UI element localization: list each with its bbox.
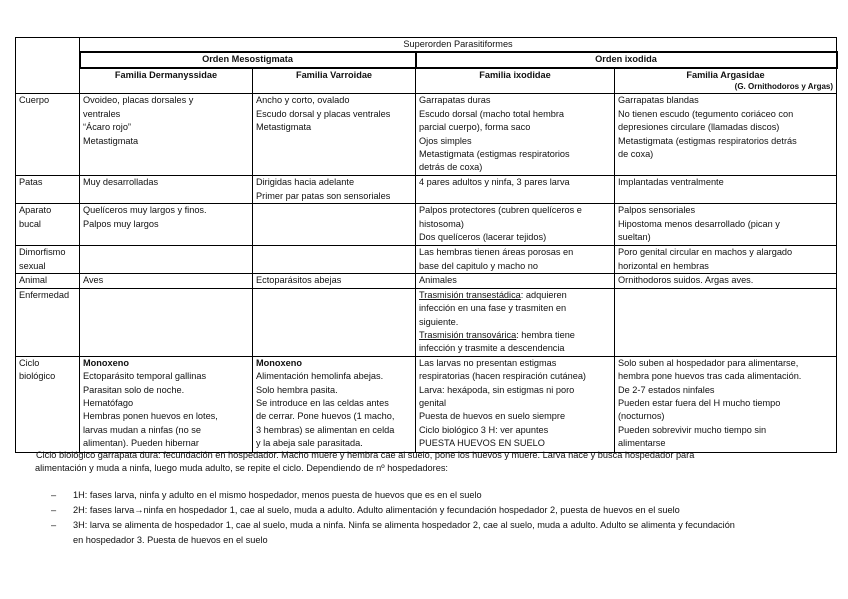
cell-line: hembra pone huevos tras cada alimentación. — [618, 371, 802, 382]
cell-line: Ancho y corto, ovalado — [256, 95, 350, 106]
cell — [615, 94, 837, 176]
row-label-line: Ciclo — [19, 357, 40, 368]
cell: Aves — [80, 274, 253, 288]
cell-line: Garrapatas duras — [419, 95, 491, 106]
cell-line: 4 pares adultos y ninfa, 3 pares larva — [419, 177, 570, 188]
cell-line: No tienen escudo (tegumento coriáceo con — [618, 108, 794, 119]
cell — [416, 176, 615, 204]
row-label-line: Dimorfismo — [19, 247, 66, 258]
cell-line: Escudo dorsal y placas ventrales — [256, 108, 391, 119]
cell-line: de cerrar. Pone huevos (1 macho, — [256, 411, 395, 422]
cell-line: Metastigmata — [256, 122, 312, 133]
cell-line: genital — [419, 397, 447, 408]
family-ixodidae-header: Familia ixodidae — [416, 68, 615, 94]
cell-line: Pueden estar fuera del H mucho tiempo — [618, 397, 781, 408]
cell-line: 3 hembras) se alimentan en celda — [256, 424, 395, 435]
cell-line: Hembras ponen huevos en lotes, — [83, 411, 218, 422]
cell-line: Dos quelíceros (lacerar tejidos) — [419, 232, 547, 243]
table-row — [16, 204, 837, 246]
list-item-text: 2H: fases larva→ninfa en hospedador 1, cae al suelo, muda a adulto. Adulto alimentación y fecundación hospedador 2, puesta de huevos en el suelo — [73, 505, 680, 515]
cell-line: alimentan). Pueden hibernar — [83, 438, 199, 449]
family-argasidae-name: Familia Argasidae — [686, 69, 765, 80]
cell-line: Metastigmata (estigmas respiratorios detrás — [618, 135, 797, 146]
cell-line: detrás de coxa) — [419, 162, 483, 173]
table-row — [16, 288, 837, 356]
row-label-line: biológico — [19, 371, 56, 382]
family-varroidae-header: Familia Varroidae — [253, 68, 416, 94]
cell-line: de coxa) — [618, 148, 654, 159]
notes-paragraph-line: alimentación y muda a ninfa, luego muda adulto, se repite el ciclo. Dependiendo de nº hospedadores: — [35, 463, 448, 473]
cell-line: parcial cuerpo), forma saco — [419, 122, 531, 133]
cell — [615, 288, 837, 356]
cell-line: ventrales — [83, 108, 121, 119]
cell — [253, 246, 416, 274]
cell-line: Dirigidas hacia adelante — [256, 177, 355, 188]
cell-line: Hipostoma menos desarrollado (pican y — [618, 218, 780, 229]
cell-line — [419, 329, 611, 342]
cell — [416, 94, 615, 176]
cell-title: Monoxeno — [256, 357, 302, 368]
family-argasidae-header — [615, 68, 837, 94]
cell-line: histosoma) — [419, 218, 464, 229]
cell-line: sueltan) — [618, 232, 651, 243]
dash-bullet: – — [51, 520, 57, 530]
row-label-patas: Patas — [16, 176, 80, 204]
table-row — [16, 94, 837, 176]
cell — [80, 94, 253, 176]
dash-bullet: – — [51, 490, 57, 500]
cell-line: Ovoideo, placas dorsales y — [83, 95, 194, 106]
cell — [416, 246, 615, 274]
cell — [80, 176, 253, 204]
list-item — [51, 488, 831, 504]
cell-line: Larva: hexápoda, sin estigmas ni poro — [419, 384, 575, 395]
dash-bullet: – — [51, 505, 57, 515]
cell-line: depresiones circulare (llamadas discos) — [618, 122, 780, 133]
cell-line: Palpos muy largos — [83, 218, 159, 229]
cell-line: Ojos simples — [419, 135, 472, 146]
cell-line: Pueden sobrevivir mucho tiempo sin — [618, 424, 767, 435]
cell-line: respiratorias (hacen respiración cutánea) — [419, 371, 586, 382]
cell-line: infección y trasmite a descendencia — [419, 343, 565, 354]
cell-line: Poro genital circular en machos y alargado — [618, 247, 793, 258]
row-label-dimorfismo — [16, 246, 80, 274]
cell — [80, 356, 253, 452]
transovarica-term: Trasmisión transovárica — [419, 329, 517, 340]
cell-line: Ectoparásito temporal gallinas — [83, 371, 207, 382]
cell — [253, 204, 416, 246]
cell-line: PUESTA HUEVOS EN SUELO — [419, 438, 545, 449]
cell-text: : adquieren — [520, 289, 567, 300]
cell-text: : hembra tiene — [516, 329, 575, 340]
transestadica-term: Trasmisión transestádica — [419, 289, 521, 300]
cell — [253, 356, 416, 452]
row-label-enfermedad: Enfermedad — [16, 288, 80, 356]
cell-line: Implantadas ventralmente — [618, 177, 724, 188]
list-item-line: 3H: larva se alimenta de hospedador 1, cae al suelo, muda a ninfa. Ninfa se alimenta hospedador 2, cae al suelo, muda a adulto. Adulto se alimenta y fecundación — [73, 520, 735, 530]
cell-line: larvas mudan a ninfas (no se — [83, 424, 201, 435]
row-label-line: Aparato — [19, 205, 52, 216]
row-label-cuerpo: Cuerpo — [16, 94, 80, 176]
cell-line: siguiente. — [419, 316, 459, 327]
cell-line: Puesta de huevos en suelo siempre — [419, 411, 566, 422]
family-dermanyssidae-header: Familia Dermanyssidae — [80, 68, 253, 94]
cell-line: Primer par patas son sensoriales — [256, 190, 391, 201]
cell-line: Ciclo biológico 3 H: ver apuntes — [419, 424, 549, 435]
table-row — [16, 356, 837, 452]
row-label-line: sexual — [19, 260, 46, 271]
cell-line: Garrapatas blandas — [618, 95, 699, 106]
list-item-text: 1H: fases larva, ninfa y adulto en el mismo hospedador, menos puesta de huevos que es en el suelo — [73, 490, 482, 500]
table-row — [16, 274, 837, 288]
cell — [615, 204, 837, 246]
cell: Animales — [416, 274, 615, 288]
row-label-animal: Animal — [16, 274, 80, 288]
cell-line: Metastigmata — [83, 135, 139, 146]
cell-line: Muy desarrolladas — [83, 177, 159, 188]
cell-line: Solo suben al hospedador para alimentarse, — [618, 357, 799, 368]
cell — [80, 246, 253, 274]
cell-line: base del capitulo y macho no — [419, 260, 539, 271]
superorder-header: Superorden Parasitiformes — [80, 38, 837, 53]
list-item-text — [73, 518, 833, 547]
family-argasidae-genera: (G. Ornithodoros y Argas) — [734, 82, 834, 92]
cell-line: infección en una fase y trasmiten en — [419, 303, 567, 314]
cell — [80, 288, 253, 356]
cell-line — [419, 289, 611, 302]
row-label-ciclo — [16, 356, 80, 452]
order-ixodida-header: Orden ixodida — [416, 52, 837, 67]
list-item — [51, 503, 831, 519]
cell-line: Escudo dorsal (macho total hembra — [419, 108, 565, 119]
cell-line: Quelíceros muy largos y finos. — [83, 205, 207, 216]
cell-line: Las hembras tienen áreas porosas en — [419, 247, 574, 258]
cell: Ectoparásitos abejas — [253, 274, 416, 288]
cell — [615, 356, 837, 452]
cell — [253, 288, 416, 356]
cell-line: Alimentación hemolinfa abejas. — [256, 371, 384, 382]
cell-line: Se introduce en las celdas antes — [256, 397, 389, 408]
row-label-aparato-bucal — [16, 204, 80, 246]
cell — [615, 176, 837, 204]
cell — [416, 204, 615, 246]
corner-cell — [16, 38, 80, 94]
cell-line: y la abeja sale parasitada. — [256, 438, 363, 449]
cell — [253, 176, 416, 204]
row-label-line: bucal — [19, 218, 41, 229]
table-row — [16, 246, 837, 274]
cell-line: De 2-7 estados ninfales — [618, 384, 715, 395]
cell — [80, 204, 253, 246]
cell-line: Palpos protectores (cubren quelíceros e — [419, 205, 582, 216]
cell-line: horizontal en hembras — [618, 260, 709, 271]
cell — [416, 288, 615, 356]
list-item — [51, 518, 831, 548]
cell — [416, 356, 615, 452]
classification-table — [15, 37, 838, 453]
cell — [615, 246, 837, 274]
cell-line: (nocturnos) — [618, 411, 665, 422]
table-row — [16, 176, 837, 204]
order-mesostigmata-header: Orden Mesostigmata — [80, 52, 416, 67]
list-item-line: en hospedador 3. Puesta de huevos en el suelo — [73, 534, 268, 545]
cycle-notes — [36, 449, 826, 475]
cell-line: Las larvas no presentan estigmas — [419, 357, 557, 368]
cell-title: Monoxeno — [83, 357, 129, 368]
cell-line: alimentarse — [618, 438, 666, 449]
cell-line: Hematófago — [83, 397, 134, 408]
cell-line: Metastigmata (estigmas respiratorios — [419, 148, 570, 159]
cell-line: Palpos sensoriales — [618, 205, 696, 216]
cell — [253, 94, 416, 176]
cell-line: Solo hembra pasita. — [256, 384, 338, 395]
cell-line: Parasitan solo de noche. — [83, 384, 185, 395]
notes-paragraph-line: Ciclo biológico garrapata dura: fecundación en hospedador. Macho muere y hembra cae al suelo, pone los huevos y muere. Larva nace y busca hospedador para — [36, 450, 695, 460]
cell: Ornithodoros suidos. Argas aves. — [615, 274, 837, 288]
cell-line: “Ácaro rojo” — [83, 122, 131, 133]
